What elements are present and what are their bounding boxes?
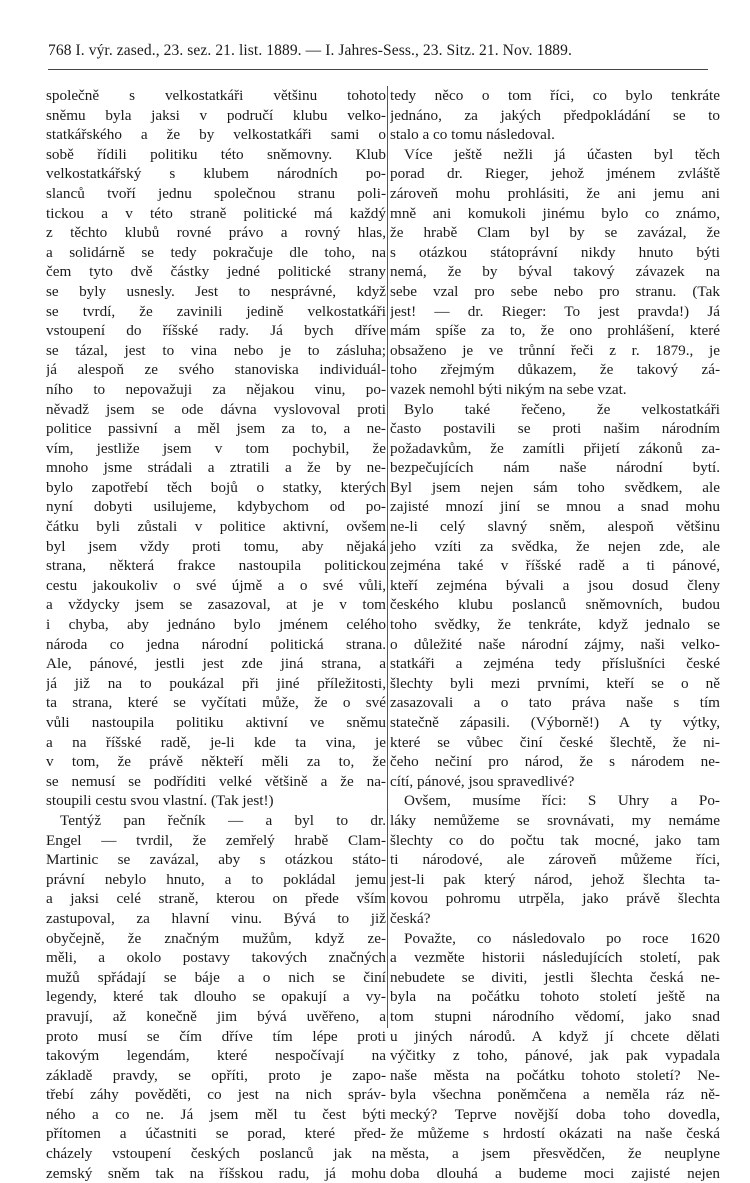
text-line: vstoupení do říšské rady. Já bych dříve [46, 322, 386, 340]
text-line: Považte, co následovalo po roce 1620 [404, 929, 720, 947]
text-line: právní nebylo hnuto, a to pokládal jemu [46, 870, 386, 888]
text-line: cházely vstoupení českých poslanců jak na [46, 1145, 386, 1163]
text-line: se byly usnesly. Jest to nesprávné, když [46, 282, 386, 300]
left-column [46, 86, 386, 1183]
text-line: ního to nepovažuji za nějakou vinu, po- [46, 380, 386, 398]
text-line: zemský sněm tak na říšskou radu, já mohu [46, 1164, 386, 1182]
text-line: Martinic se zavázal, aby s otázkou státo- [46, 851, 386, 869]
text-line: vím, jestliže jsem v tom pochybil, že [46, 439, 386, 457]
text-line: jednáno, za jakých předpokládání se to [390, 106, 720, 124]
text-line: přítomen a účastniti se porad, které před- [46, 1125, 386, 1143]
text-line: obyčejně, že značným mužům, když ze- [46, 929, 386, 947]
text-line: byl jsem vždy proti tomu, aby nějaká [46, 537, 386, 555]
text-line: nemá, že by býval takový závazek na [390, 263, 720, 281]
text-line: mně ani komukoli jinému bylo co známo, [390, 204, 720, 222]
text-line: velkostatkářský s klubem národních po- [46, 165, 386, 183]
text-line: tom stupni národního vědomí, jako snad [390, 1007, 720, 1025]
text-line: kovou pohromu utrpěla, jako právě šlechta [390, 890, 720, 908]
text-line: o důležité naše národní zájmy, naši velko- [390, 635, 720, 653]
text-line: a jaksi celé straně, kterou on přede vším [46, 890, 386, 908]
text-line: bezpečujících nám naše národní bytí. [390, 459, 720, 477]
text-line: z těchto klubů rovné právo a rovný hlas, [46, 224, 386, 242]
text-line: Ovšem, musíme říci: S Uhry a Po- [404, 792, 720, 810]
text-line: tickou a v této straně politické má každý [46, 204, 386, 222]
text-line: nebudete se diviti, jestli šlechta česká ne- [390, 968, 720, 986]
text-line: českého klubu poslanců sněmovních, budou [390, 596, 720, 614]
text-line: mecký? Teprve novější doba toho dovedla, [390, 1105, 720, 1123]
text-line: já alespoň ze svého stanoviska individuál- [46, 361, 386, 379]
text-line: Tentýž pan řečník — a byl to dr. [60, 811, 386, 829]
text-line: byla všechna poněmčena a neměla ráz ně- [390, 1086, 720, 1104]
text-line: toho svědky, že tenkráte, když jednalo se [390, 616, 720, 634]
text-line: které se vůbec činí české šlechtě, že ni- [390, 733, 720, 751]
text-line: takovým legendám, které nespočívají na [46, 1047, 386, 1065]
text-line: města, a jsem přesvědčen, že neuplyne [390, 1145, 720, 1163]
text-line: se tvrdí, že zavinili jedině velkostatkáři [46, 302, 386, 320]
text-line: že hrabě Clam byl by se zavázal, že [390, 224, 720, 242]
text-line: Více ještě nežli já účasten byl těch [404, 145, 720, 163]
text-line: jeho vzíti za svědka, že nejen zde, ale [390, 537, 720, 555]
text-line: čem tyto dvě částky jedné politické strany [46, 263, 386, 281]
text-line: slanců tvoří jednu společnou stranu poli- [46, 184, 386, 202]
text-line: ne-li celý slavný sněm, alespoň většinu [390, 518, 720, 536]
text-line: já již na to poukázal při jiné příležitosti, [46, 674, 386, 692]
text-line: cestu jakoukoliv o své újmě a o své vůli, [46, 576, 386, 594]
text-line: zajisté mnozí jiní se mnou a snad mohu [390, 498, 720, 516]
text-line: třebí záhy pověděti, co jest na nich správ- [46, 1086, 386, 1104]
text-line: láky nemůžeme se srovnávati, my nemáme [390, 811, 720, 829]
text-line: a solidárně se tedy pokračuje dle toho, na [46, 243, 386, 261]
text-line: sněmu byla jaksi v područí klubu velko- [46, 106, 386, 124]
text-line: základě pravdy, se opříti, proto je zapo- [46, 1066, 386, 1084]
column-divider [387, 86, 388, 1028]
text-line: česká? [390, 909, 431, 927]
text-line: proto musí se čím dříve tím lépe proti [46, 1027, 386, 1045]
text-line: šlechty byli mezi prvními, kteří se o ně [390, 674, 720, 692]
text-line: politice passivní a měl jsem za to, a ne- [46, 420, 386, 438]
text-line: něvadž jsem se ode dávna vyslovoval proti [46, 400, 386, 418]
text-line: zejména také v říšské radě a ti pánové, [390, 557, 720, 575]
text-line: společně s velkostatkáři většinu tohoto [46, 87, 386, 104]
text-line: u jiných národů. A když jí chcete dělati [390, 1027, 720, 1045]
text-line: Bylo také řečeno, že velkostatkáři [404, 400, 720, 418]
text-line: zasazovali a o tato práva naše s tím [390, 694, 720, 712]
text-line: a na říšské radě, je-li kde ta vina, je [46, 733, 386, 751]
text-line: a vždycky jsem se zasazoval, at je v tom [46, 596, 386, 614]
text-line: nyní dobyti usilujeme, kdybychom od po- [46, 498, 386, 516]
text-line: mám spíše za to, že ono prohlášení, které [390, 322, 720, 340]
text-line: Byl jsem nejen sám toho svědkem, ale [390, 478, 720, 496]
text-line: i chyba, aby jednáno bylo jménem celého [46, 616, 386, 634]
text-line: sobě řídili politiku této sněmovny. Klub [46, 145, 386, 163]
text-line: ti národové, ale zároveň můžeme říci, [390, 851, 720, 869]
text-line: národa co jedna národní politická strana. [46, 635, 386, 653]
text-line: mnoho jsme strádali a ztratili a že by ne- [46, 459, 386, 477]
text-line: mužů spřádají se báje a o nich se činí [46, 968, 386, 986]
text-line: porad dr. Rieger, jehož jménem zvláště [390, 165, 720, 183]
text-line: Engel — tvrdil, že zemřelý hrabě Clam- [46, 831, 386, 849]
text-line: cítí, pánové, jsou spravedlivé? [390, 772, 575, 790]
text-line: s otázkou státoprávní nikdy hnuto býti [390, 243, 720, 261]
text-line: legendy, které tak dlouho se opakují a vy- [46, 988, 386, 1006]
text-line: často postavili se proti našim národním [390, 420, 720, 438]
running-header: 768 I. výr. zased., 23. sez. 21. list. 1889. — I. Jahres-Sess., 23. Sitz. 21. Nov. 1889. [48, 42, 572, 59]
right-column [390, 86, 720, 1183]
text-line: Ale, pánové, jestli jest zde jiná strana, a [46, 655, 386, 673]
text-line: obsaženo je ve trůnní řeči z r. 1879., je [390, 341, 720, 359]
text-line: ného a co ne. Já jsem měl tu čest býti [46, 1105, 386, 1123]
text-line: jest-li pak který národ, jehož šlechta ta- [390, 870, 720, 888]
text-line: šlechty co do počtu tak mocné, jako tam [390, 831, 720, 849]
text-line: statečně zápasili. (Výborně!) A ty výtky, [390, 714, 720, 731]
text-line: a vezměte historii následujících století, pak [390, 949, 720, 967]
text-line: měli, a okolo postavy takových značných [46, 949, 386, 967]
text-line: tedy něco o tom říci, co bylo tenkráte [390, 87, 720, 104]
text-line: požadavkům, že zamítli přijetí zákonů za- [390, 439, 720, 457]
text-line: byla na počátku tohoto století ještě na [390, 988, 720, 1006]
text-line: čeho nečiní pro národ, že s národem ne- [390, 753, 720, 771]
text-line: bylo zapotřebí těch bojů o statky, kterých [46, 478, 386, 496]
text-line: zastupoval, za hlavní vinu. Bývá to již [46, 909, 386, 927]
text-line: ta strana, které se vyčítati může, že o své [46, 694, 386, 712]
text-line: statkáři a zejména tedy příslušníci české [390, 655, 720, 673]
text-line: se nemusí se podříditi velké většině a že na- [46, 772, 386, 790]
header-rule [48, 69, 708, 70]
text-line: pravují, až konečně jim bývá uvěřeno, a [46, 1007, 386, 1025]
text-line: doba dlouhá a budeme moci zajisté nejen [390, 1164, 720, 1182]
text-line: se tázal, jest to vina nebo je to zásluha; [46, 341, 386, 359]
text-line: naše města na počátku tohoto století? Ne- [390, 1066, 720, 1084]
text-line: toho zřejmým důkazem, že takový zá- [390, 361, 720, 379]
text-line: že můžeme s hrdostí okázati na naše česká [390, 1125, 720, 1143]
text-line: statkářského a že by velkostatkáři sami o [46, 126, 386, 144]
text-line: sebe vzal pro sebe nebo pro stranu. (Tak [390, 282, 720, 300]
text-line: výčitky z toho, pánové, jak pak vypadala [390, 1047, 720, 1065]
text-line: stoupili cestu svou vlastní. (Tak jest!) [46, 792, 274, 810]
text-line: kteří zejména bývali a jsou dosud členy [390, 576, 720, 594]
text-line: vazek nemohl býti nikým na sebe vzat. [390, 380, 627, 398]
text-line: v tom, že právě někteří měli za to, že [46, 753, 386, 771]
text-line: čátku byli zůstali v politice aktivní, ovšem [46, 518, 386, 536]
text-line: jest! — dr. Rieger: To jest pravda!) Já [390, 302, 720, 320]
text-line: stalo a co tomu následoval. [390, 126, 555, 144]
text-line: vůli nastoupila politiku aktivní ve sněmu [46, 714, 386, 731]
text-line: zároveň mohu prohlásiti, že ani jemu ani [390, 184, 720, 202]
text-line: strana, některá frakce nastoupila politickou [46, 557, 386, 575]
